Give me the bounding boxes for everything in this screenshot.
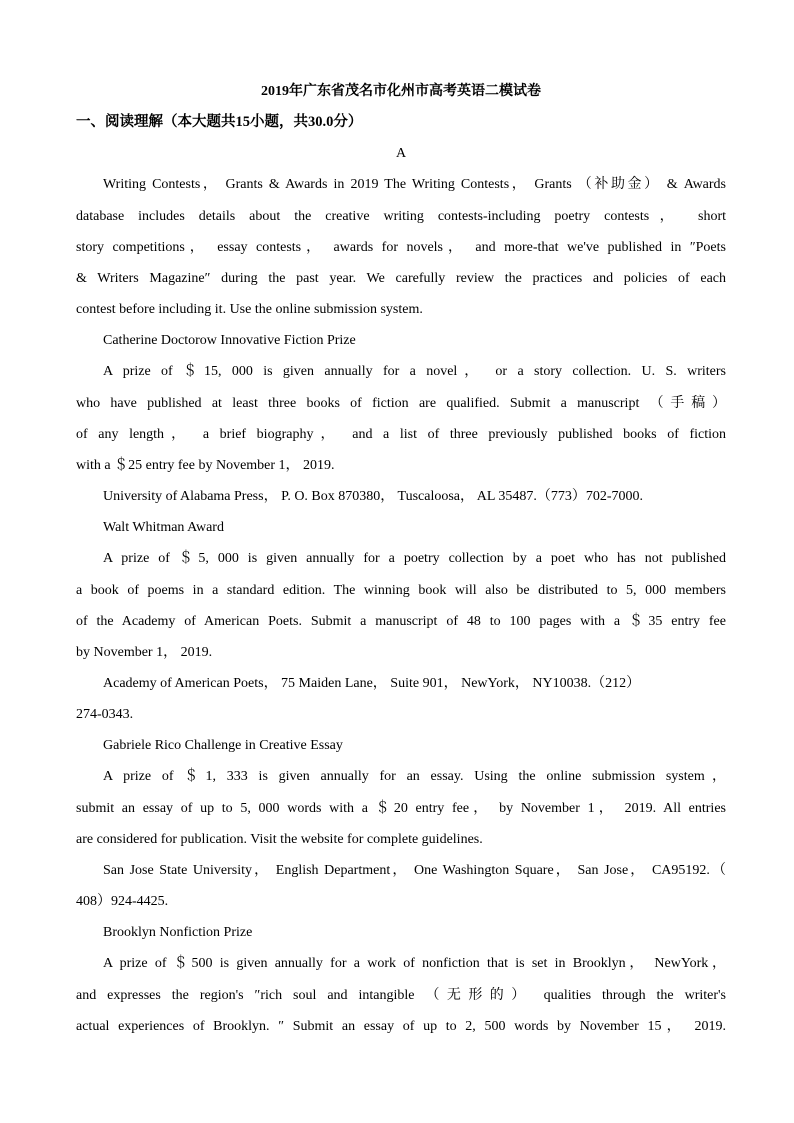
- paragraph-line: A prize of ＄15, 000 is given annually for a novel， or a story collection. U. S. writers: [103, 364, 726, 380]
- prize-entry: [76, 730, 726, 917]
- passage-label: A: [395, 146, 407, 162]
- paragraph-line: submit an essay of up to 5, 000 words with a ＄20 entry fee， by November 1， 2019. All entries: [76, 800, 726, 816]
- passage-intro: [76, 169, 726, 325]
- paragraph-line: of the Academy of American Poets. Submit a manuscript of 48 to 100 pages with a ＄35 entry fee: [76, 613, 726, 629]
- paragraph-line: are considered for publication. Visit the website for complete guidelines.: [76, 831, 483, 847]
- contact-line: Academy of American Poets， 75 Maiden Lane， Suite 901， NewYork， NY10038.（212）: [103, 675, 641, 691]
- contact-line: San Jose State University， English Department， One Washington Square， San Jose， CA95192.（: [103, 862, 726, 878]
- prize-title: Brooklyn Nonfiction Prize: [103, 925, 253, 941]
- paragraph-line: and expresses the region's ″rich soul and intangible （无形的） qualities through the writer's: [76, 987, 726, 1003]
- page-content: [76, 76, 726, 1042]
- exam-title: 2019年广东省茂名市化州市高考英语二模试卷: [261, 84, 541, 99]
- paragraph-line: & Writers Magazine″ during the past year. We carefully review the practices and policies of each: [76, 270, 726, 286]
- paragraph-line: contest before including it. Use the online submission system.: [76, 302, 423, 318]
- prize-title: Walt Whitman Award: [103, 520, 224, 536]
- prize-entry: [76, 325, 726, 512]
- section-heading: 一、阅读理解（本大题共15小题，共30.0分）: [76, 114, 363, 131]
- paragraph-line: A prize of ＄1, 333 is given annually for an essay. Using the online submission system，: [103, 769, 726, 785]
- paragraph-line: actual experiences of Brooklyn. ″ Submit an essay of up to 2, 500 words by November 15， 2019.: [76, 1018, 726, 1034]
- paragraph-line: Writing Contests， Grants & Awards in 2019 The Writing Contests， Grants （补助金） & Awards: [103, 177, 726, 193]
- contact-line: 274-0343.: [76, 707, 134, 723]
- prize-title: Gabriele Rico Challenge in Creative Essay: [103, 738, 343, 754]
- paragraph-line: database includes details about the creative writing contests-including poetry contests， short: [76, 208, 726, 224]
- contact-line: 408）924-4425.: [76, 894, 169, 910]
- paragraph-line: of any length， a brief biography， and a list of three previously published books of fiction: [76, 426, 726, 442]
- paragraph-line: A prize of ＄5, 000 is given annually for a poetry collection by a poet who has not published: [103, 551, 726, 567]
- prize-entry: [76, 917, 726, 1042]
- paragraph-line: who have published at least three books of fiction are qualified. Submit a manuscript （手稿）: [76, 395, 726, 411]
- paragraph-line: by November 1， 2019.: [76, 644, 213, 660]
- paragraph-line: story competitions， essay contests， awards for novels， and more-that we've published in ″Poets: [76, 239, 726, 255]
- prize-entry: [76, 512, 726, 730]
- paragraph-line: with a ＄25 entry fee by November 1， 2019.: [76, 457, 335, 473]
- paragraph-line: a book of poems in a standard edition. The winning book will also be distributed to 5, 000 members: [76, 582, 726, 598]
- paragraph-line: A prize of ＄500 is given annually for a work of nonfiction that is set in Brooklyn， NewYork，: [103, 956, 726, 972]
- contact-line: University of Alabama Press， P. O. Box 870380， Tuscaloosa， AL 35487.（773）702-7000.: [103, 489, 644, 505]
- prize-title: Catherine Doctorow Innovative Fiction Prize: [103, 333, 356, 349]
